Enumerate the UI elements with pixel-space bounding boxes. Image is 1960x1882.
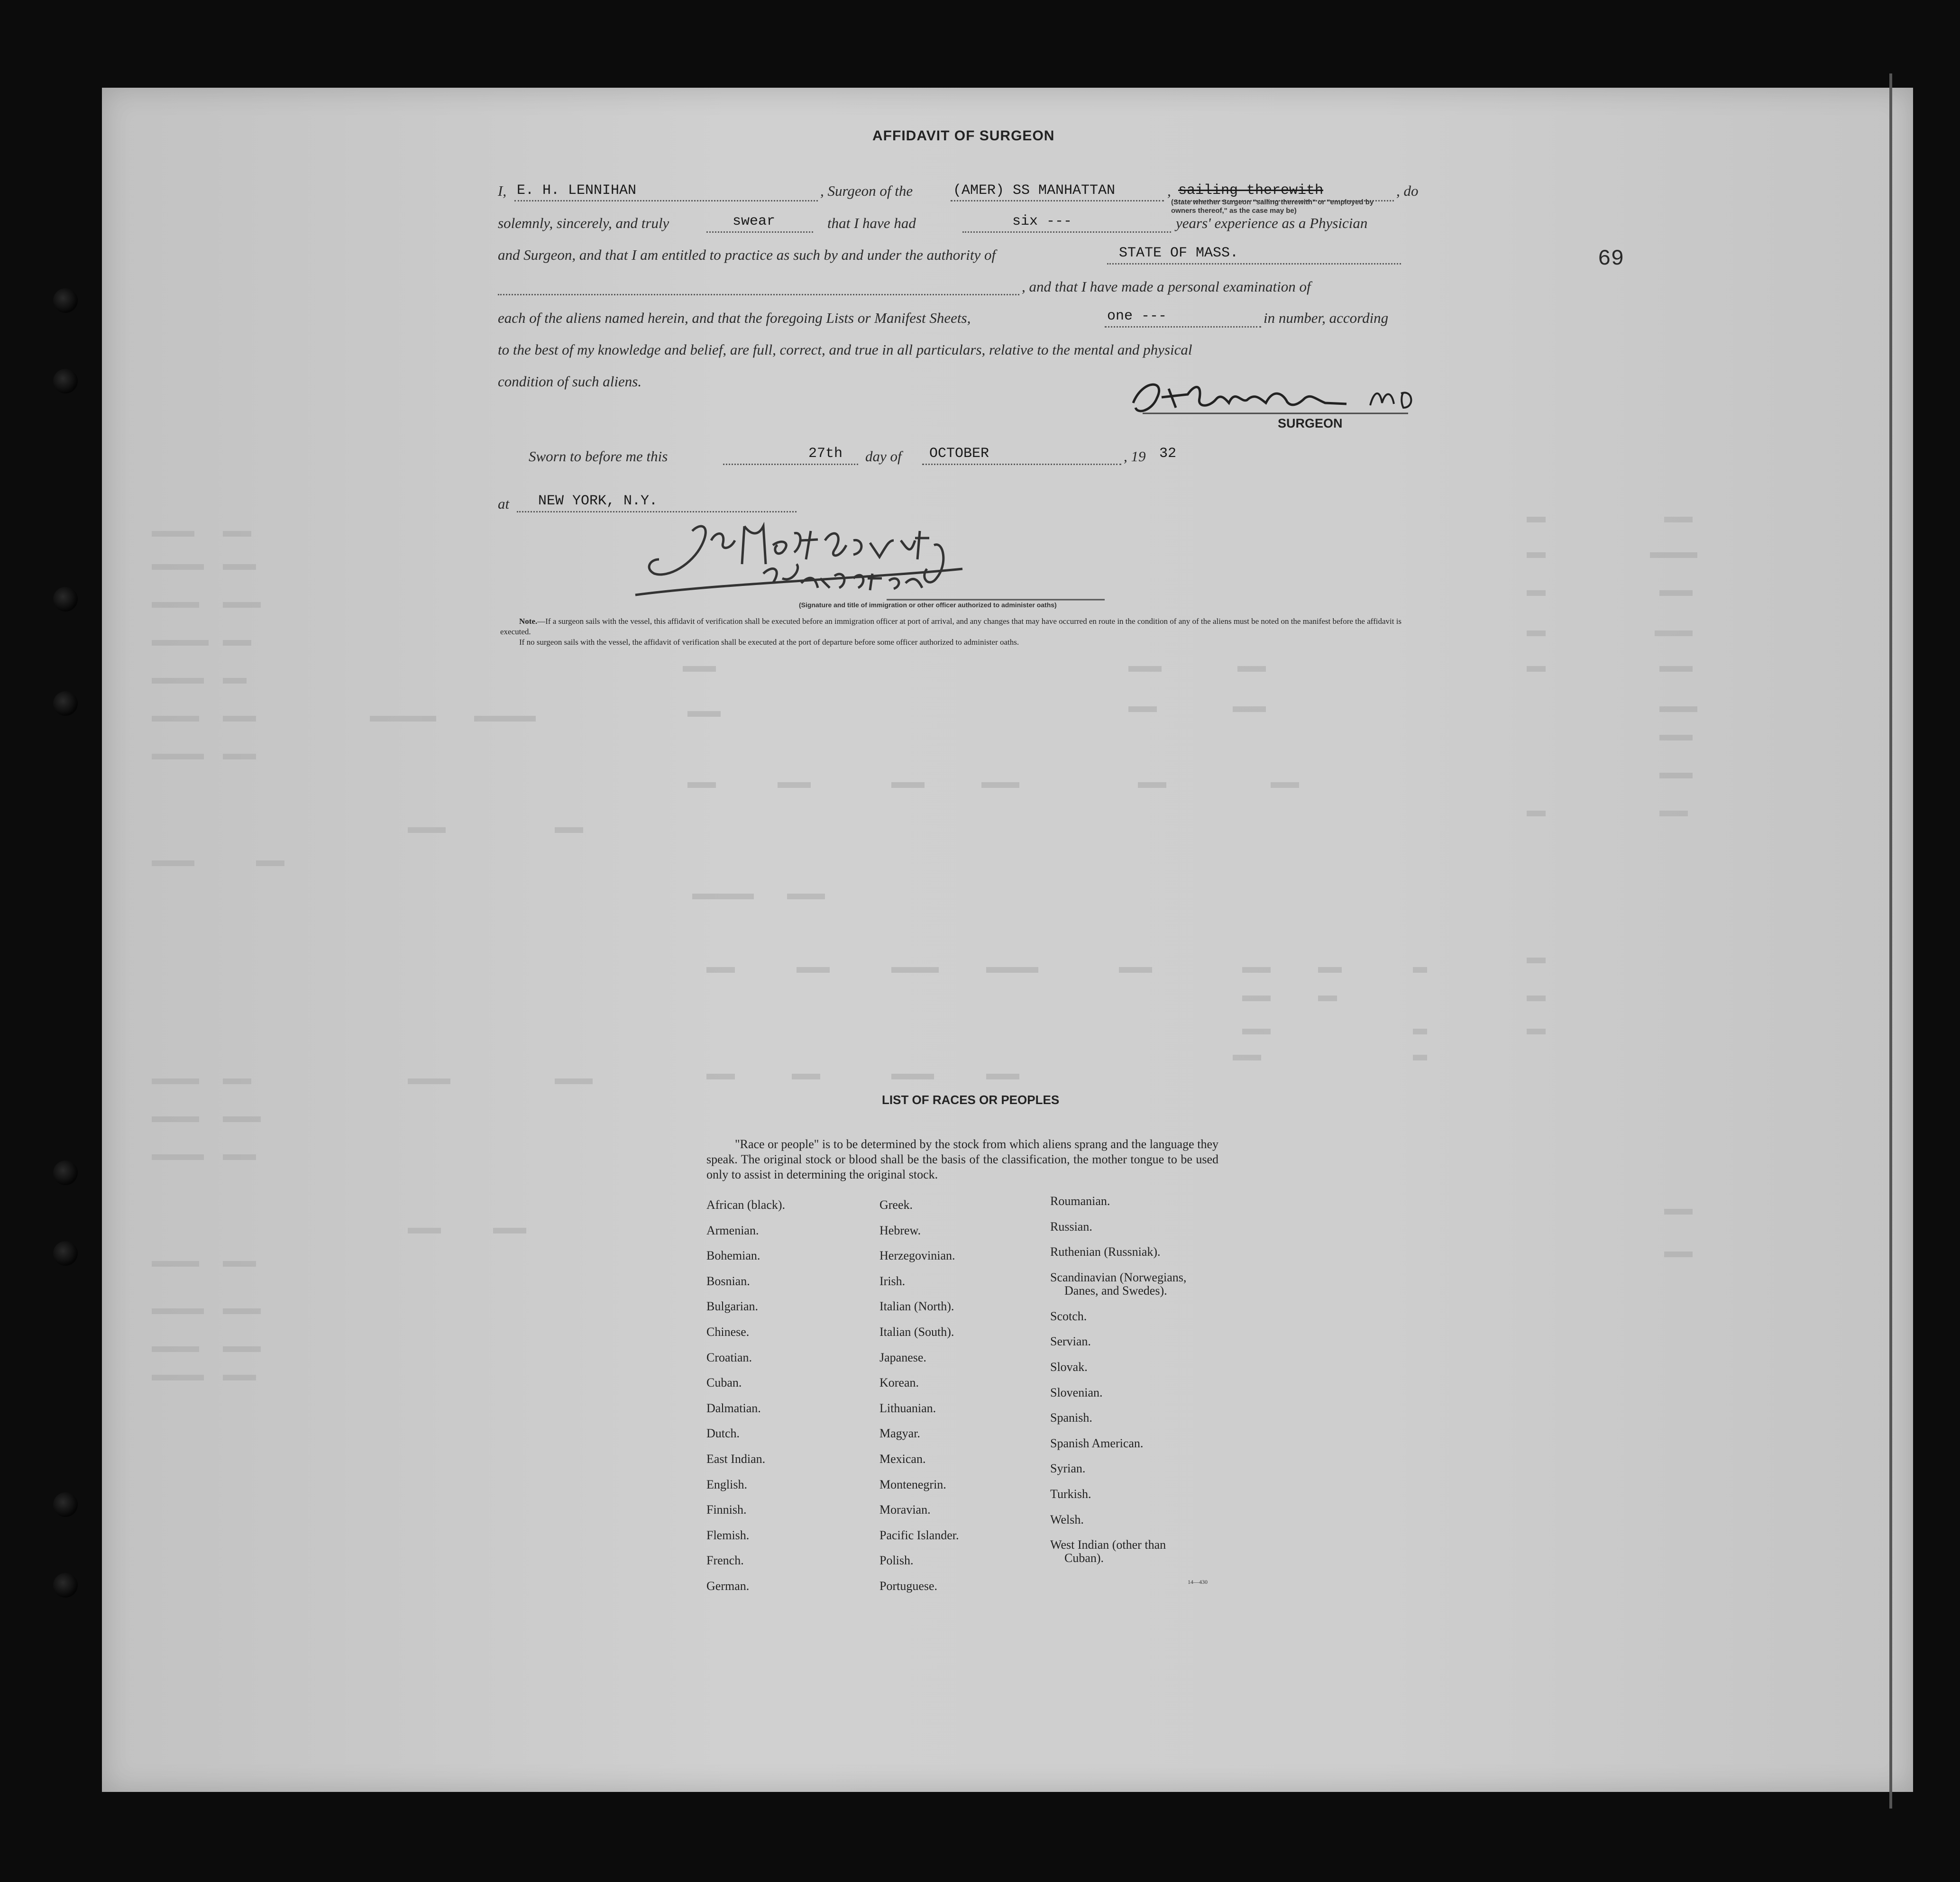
race-item-line: Cuban). — [1064, 1551, 1104, 1565]
punch-hole — [53, 691, 78, 716]
fill-line — [514, 200, 818, 201]
punch-hole — [53, 369, 78, 393]
text-fragment: , Surgeon of the — [820, 183, 913, 199]
race-item: Cuban. — [706, 1376, 742, 1390]
text-fragment: I, — [498, 183, 507, 199]
race-item: Slovenian. — [1050, 1385, 1103, 1399]
race-item: French. — [706, 1553, 744, 1568]
race-item: Croatian. — [706, 1350, 752, 1364]
race-item: Bosnian. — [706, 1274, 750, 1288]
text-fragment: years' experience as a Physician — [1176, 215, 1368, 231]
page-number: 69 — [1598, 247, 1624, 271]
authority-value: STATE OF MASS. — [1119, 245, 1239, 261]
list-intro: "Race or people" is to be determined by the stock from which aliens sprang and the language they speak. The original stock or blood shall be the basis of the classification, the mother tongue to be used only to assist in determining the original stock. — [706, 1137, 1218, 1181]
race-item: Armenian. — [706, 1223, 759, 1237]
text-fragment: , and that I have made a personal examination of — [1022, 278, 1311, 295]
race-item-scandinavian — [1050, 1271, 1186, 1310]
text-fragment: at — [498, 495, 510, 512]
note-text-1: —If a surgeon sails with the vessel, this affidavit of verification shall be executed before an immigration officer at port of arrival, and any changes that may have occurred en route in the condition of any of the aliens must be noted on the manifest before the affidavit is executed. — [500, 617, 1402, 636]
race-item: Scotch. — [1050, 1309, 1087, 1323]
race-item-west-indian — [1050, 1538, 1186, 1577]
race-item: Italian (North). — [879, 1299, 954, 1314]
race-item: Bulgarian. — [706, 1299, 759, 1314]
race-item: Hebrew. — [879, 1223, 921, 1237]
note-text-2: If no surgeon sails with the vessel, the affidavit of verification shall be executed at the port of departure before some officer authorized to administer oaths. — [519, 638, 1019, 647]
race-item: Roumanian. — [1050, 1194, 1110, 1208]
race-item: Slovak. — [1050, 1360, 1088, 1374]
fill-line — [962, 231, 1171, 233]
race-item: Turkish. — [1050, 1487, 1091, 1501]
text-fragment: and Surgeon, and that I am entitled to practice as such by and under the authority of — [498, 247, 996, 263]
race-item: Japanese. — [879, 1350, 926, 1364]
affidavit-line-1 — [498, 183, 506, 200]
affidavit-title: AFFIDAVIT OF SURGEON — [872, 128, 1055, 144]
race-item: Moravian. — [879, 1503, 931, 1517]
text-fragment: , do — [1396, 183, 1419, 199]
race-item-line: Danes, and Swedes). — [1064, 1283, 1167, 1297]
race-item: Lithuanian. — [879, 1401, 936, 1415]
race-column-3 — [1050, 1195, 1186, 1577]
race-item: Greek. — [879, 1198, 913, 1212]
text-fragment: solemnly, sincerely, and truly — [498, 215, 669, 231]
race-item: Italian (South). — [879, 1325, 954, 1339]
note-label: Note. — [519, 617, 538, 626]
text-fragment: day of — [865, 448, 902, 465]
race-item: Magyar. — [879, 1426, 920, 1441]
punch-hole — [53, 1492, 78, 1517]
surgeon-name-value: E. H. LENNIHAN — [517, 183, 637, 199]
punch-hole — [53, 1241, 78, 1266]
fill-line — [498, 294, 1019, 295]
fill-line — [922, 464, 1121, 465]
race-item: German. — [706, 1579, 750, 1593]
race-item: Russian. — [1050, 1219, 1092, 1233]
punch-hole — [53, 1160, 78, 1185]
race-item: Spanish. — [1050, 1411, 1092, 1425]
race-item: Dalmatian. — [706, 1401, 761, 1415]
sailing-note-2: owners thereof," as the case may be) — [1171, 207, 1297, 215]
oath-value: swear — [733, 213, 776, 229]
fill-line — [723, 464, 858, 465]
race-item: East Indian. — [706, 1452, 766, 1466]
race-item: African (black). — [706, 1198, 786, 1212]
race-item: Chinese. — [706, 1325, 750, 1339]
text-fragment: Sworn to before me this — [529, 448, 668, 465]
text-fragment: to the best of my knowledge and belief, are full, correct, and true in all particulars, relative to the mental and physical — [498, 341, 1192, 358]
punch-hole — [53, 288, 78, 313]
sworn-day-value: 27th — [808, 446, 843, 462]
race-item: Welsh. — [1050, 1512, 1084, 1526]
fill-line — [951, 200, 1164, 201]
surgeon-signature — [1124, 370, 1427, 422]
officer-signature-note: (Signature and title of immigration or other officer authorized to administer oaths) — [799, 601, 1057, 609]
sworn-year-value: 32 — [1159, 446, 1177, 462]
race-item: Spanish American. — [1050, 1436, 1144, 1450]
inspector-signature — [631, 512, 1105, 607]
race-item: Finnish. — [706, 1503, 747, 1517]
years-value: six --- — [1012, 213, 1072, 229]
fill-line — [1107, 263, 1401, 265]
punch-hole — [53, 587, 78, 612]
race-item: Herzegovinian. — [879, 1249, 955, 1263]
fill-line — [1105, 326, 1261, 328]
fill-line — [706, 231, 813, 233]
vessel-name-value: (AMER) SS MANHATTAN — [953, 183, 1116, 199]
race-column-2 — [879, 1198, 959, 1605]
race-item-line: West Indian (other than — [1050, 1538, 1166, 1552]
race-item: Korean. — [879, 1376, 919, 1390]
race-item: Flemish. — [706, 1528, 750, 1542]
race-item: Irish. — [879, 1274, 906, 1288]
sworn-place-value: NEW YORK, N.Y. — [538, 493, 658, 509]
text-fragment: condition of such aliens. — [498, 373, 642, 390]
race-item-line: Scandinavian (Norwegians, — [1050, 1270, 1187, 1284]
text-fragment: , 19 — [1124, 448, 1146, 465]
text-fragment: in number, according — [1264, 310, 1389, 326]
text-fragment: that I have had — [827, 215, 916, 231]
race-item: Dutch. — [706, 1426, 740, 1441]
note-block — [500, 616, 1425, 648]
text-fragment: , — [1167, 183, 1171, 199]
sworn-month-value: OCTOBER — [929, 446, 989, 462]
race-item: Syrian. — [1050, 1462, 1086, 1476]
race-item: Servian. — [1050, 1334, 1091, 1349]
sailing-status-value: sailing therewith — [1178, 183, 1324, 199]
race-column-1 — [706, 1198, 785, 1605]
race-item: Pacific Islander. — [879, 1528, 959, 1542]
text-fragment: each of the aliens named herein, and that the foregoing Lists or Manifest Sheets, — [498, 310, 971, 326]
race-item: Portuguese. — [879, 1579, 938, 1593]
surgeon-label: SURGEON — [1278, 416, 1343, 430]
race-item: Bohemian. — [706, 1249, 760, 1263]
sheets-count-value: one --- — [1107, 308, 1167, 324]
race-item: Ruthenian (Russniak). — [1050, 1245, 1161, 1259]
punch-hole — [53, 1573, 78, 1598]
list-title: LIST OF RACES OR PEOPLES — [882, 1093, 1060, 1107]
race-item: English. — [706, 1477, 747, 1491]
sheet-edge — [1889, 73, 1892, 1809]
sailing-note-1: (State whether Surgeon "sailing therewith" or "employed by — [1171, 198, 1374, 206]
race-item: Montenegrin. — [879, 1477, 946, 1491]
race-item: Polish. — [879, 1553, 914, 1568]
form-number: 14—430 — [1188, 1579, 1208, 1585]
race-item: Mexican. — [879, 1452, 926, 1466]
